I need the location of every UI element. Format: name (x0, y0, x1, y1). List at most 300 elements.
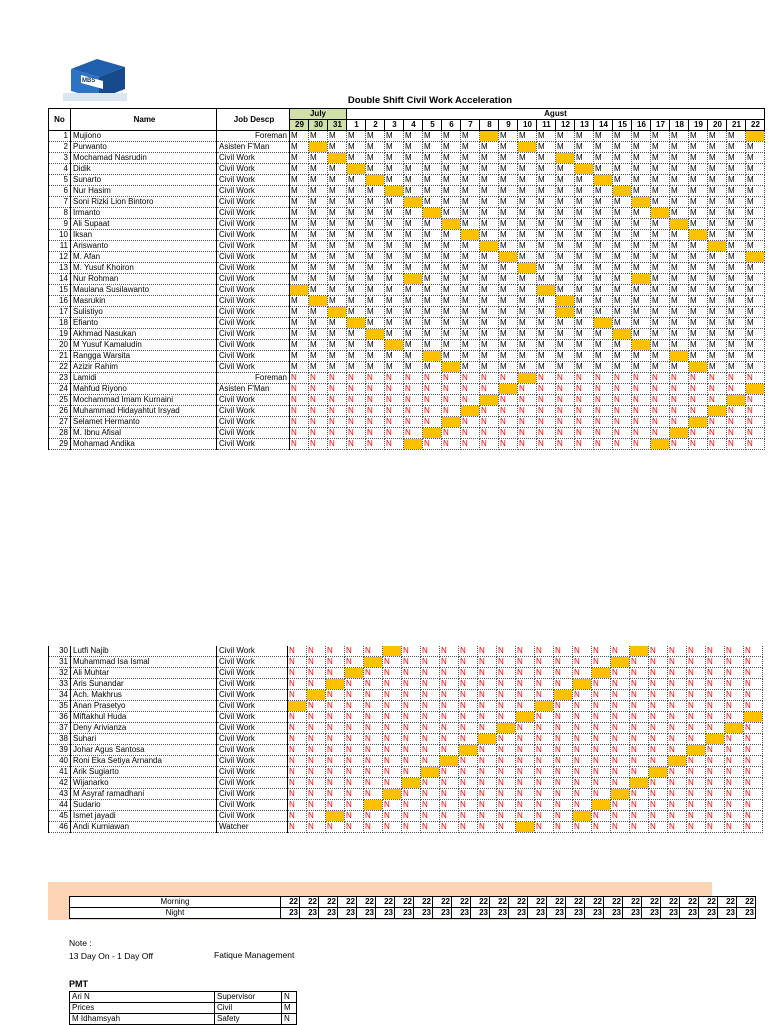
shift-cell: M (613, 351, 632, 362)
shift-cell: N (668, 778, 687, 789)
shift-cell: N (423, 384, 442, 395)
shift-cell: N (725, 646, 744, 657)
shift-cell: N (497, 712, 516, 723)
shift-cell: N (649, 646, 668, 657)
shift-cell: M (290, 241, 309, 252)
table-row (49, 153, 765, 164)
shift-cell: M (404, 252, 423, 263)
shift-cell: N (746, 417, 765, 428)
shift-cell: M (746, 230, 765, 241)
shift-cell: M (537, 164, 556, 175)
shift-cell: M (347, 186, 366, 197)
employee-name: Johar Agus Santosa (71, 745, 217, 756)
shift-cell: N (744, 723, 763, 734)
employee-name: M Yusuf Kamaludin (71, 340, 217, 351)
shift-cell: M (594, 340, 613, 351)
employee-name: Wijanarko (71, 778, 217, 789)
shift-cell: M (347, 285, 366, 296)
shift-cell: N (592, 734, 611, 745)
shift-cell: N (611, 690, 630, 701)
shift-cell: M (461, 219, 480, 230)
shift-cell: N (480, 373, 499, 384)
shift-cell: N (288, 679, 307, 690)
summary-morning-count: 22 (528, 897, 547, 908)
pmt-shift: N (282, 992, 297, 1003)
job-description: Asisten F'Man (217, 384, 290, 395)
shift-cell: M (461, 329, 480, 340)
shift-cell: N (440, 789, 459, 800)
shift-cell: M (575, 351, 594, 362)
summary-night-count: 23 (623, 908, 642, 919)
shift-cell: N (288, 734, 307, 745)
shift-cell: M (309, 318, 328, 329)
shift-cell-off (442, 362, 461, 373)
shift-cell: N (670, 395, 689, 406)
job-description: Civil Work (217, 745, 288, 756)
shift-cell: N (632, 428, 651, 439)
job-description: Civil Work (217, 164, 290, 175)
shift-cell: M (442, 307, 461, 318)
shift-cell: M (613, 307, 632, 318)
employee-name: Rangga Warsita (71, 351, 217, 362)
shift-cell: M (651, 296, 670, 307)
shift-cell: N (364, 767, 383, 778)
shift-cell: M (556, 230, 575, 241)
shift-cell: N (459, 712, 478, 723)
shift-cell: M (404, 362, 423, 373)
shift-cell: N (309, 417, 328, 428)
shift-cell: N (556, 417, 575, 428)
shift-cell: M (556, 131, 575, 142)
shift-cell: M (366, 351, 385, 362)
shift-cell: M (670, 263, 689, 274)
shift-cell: N (668, 646, 687, 657)
shift-cell: N (307, 679, 326, 690)
table-row (49, 417, 765, 428)
shift-cell: M (309, 131, 328, 142)
shift-cell-off (592, 800, 611, 811)
shift-cell: M (347, 351, 366, 362)
employee-name: Mahfud Riyono (71, 384, 217, 395)
shift-cell: N (497, 778, 516, 789)
shift-cell: M (480, 285, 499, 296)
shift-cell: N (440, 767, 459, 778)
row-number: 36 (49, 712, 71, 723)
shift-cell: N (383, 679, 402, 690)
shift-cell: N (594, 439, 613, 450)
header-day: 21 (727, 120, 746, 131)
shift-cell: M (651, 307, 670, 318)
table-row (49, 318, 765, 329)
shift-cell: N (554, 646, 573, 657)
shift-cell: N (497, 756, 516, 767)
shift-cell: N (630, 745, 649, 756)
shift-cell: M (670, 274, 689, 285)
shift-cell: N (592, 789, 611, 800)
shift-cell: N (383, 657, 402, 668)
shift-cell: N (480, 439, 499, 450)
header-day: 14 (594, 120, 613, 131)
job-description: Civil Work (217, 274, 290, 285)
shift-cell: N (573, 701, 592, 712)
employee-name: Muhammad Isa Ismal (71, 657, 217, 668)
shift-cell: M (366, 230, 385, 241)
row-number: 35 (49, 701, 71, 712)
shift-cell: M (461, 153, 480, 164)
shift-cell: N (290, 395, 309, 406)
shift-cell: M (651, 329, 670, 340)
shift-cell: N (402, 723, 421, 734)
employee-name: Sulistiyo (71, 307, 217, 318)
shift-cell: N (347, 373, 366, 384)
shift-cell: M (537, 362, 556, 373)
shift-cell: M (689, 340, 708, 351)
shift-cell: M (480, 329, 499, 340)
shift-cell: M (556, 208, 575, 219)
shift-cell-off (744, 712, 763, 723)
shift-cell: M (499, 241, 518, 252)
job-description: Civil Work (217, 690, 288, 701)
shift-cell: M (518, 274, 537, 285)
shift-cell: N (345, 756, 364, 767)
header-day: 2 (366, 120, 385, 131)
shift-cell: N (573, 734, 592, 745)
shift-cell: M (290, 274, 309, 285)
shift-cell: N (687, 657, 706, 668)
table-row (49, 373, 765, 384)
shift-cell: M (670, 142, 689, 153)
shift-cell-off (497, 723, 516, 734)
summary-morning-count: 22 (319, 897, 338, 908)
row-number: 34 (49, 690, 71, 701)
shift-cell: M (670, 197, 689, 208)
shift-cell: N (611, 712, 630, 723)
shift-cell: N (326, 800, 345, 811)
shift-cell: M (537, 219, 556, 230)
shift-cell: M (328, 131, 347, 142)
shift-cell: N (421, 789, 440, 800)
shift-cell: M (423, 164, 442, 175)
shift-cell: N (288, 800, 307, 811)
shift-cell: M (442, 142, 461, 153)
note-fatigue: Fatique Management (214, 950, 295, 960)
shift-cell: N (402, 646, 421, 657)
employee-name: Ariswanto (71, 241, 217, 252)
shift-cell: N (328, 373, 347, 384)
summary-night-count: 23 (490, 908, 509, 919)
shift-cell: M (746, 142, 765, 153)
shift-cell: M (556, 274, 575, 285)
shift-cell: N (535, 734, 554, 745)
shift-cell: N (630, 789, 649, 800)
shift-cell: N (364, 778, 383, 789)
shift-cell: N (328, 406, 347, 417)
shift-cell: N (537, 373, 556, 384)
shift-cell: M (366, 197, 385, 208)
shift-cell: N (383, 800, 402, 811)
summary-night-count: 23 (642, 908, 661, 919)
table-row (49, 646, 763, 657)
shift-cell: N (345, 701, 364, 712)
shift-cell: N (668, 734, 687, 745)
shift-cell-off (554, 690, 573, 701)
shift-cell: N (651, 428, 670, 439)
summary-morning-count: 22 (509, 897, 528, 908)
shift-cell: M (632, 230, 651, 241)
shift-cell: N (744, 745, 763, 756)
shift-cell: M (290, 351, 309, 362)
shift-cell: M (442, 252, 461, 263)
shift-cell: N (592, 811, 611, 822)
shift-cell: N (347, 417, 366, 428)
shift-cell: M (366, 296, 385, 307)
shift-cell: N (290, 384, 309, 395)
shift-cell-off (461, 230, 480, 241)
shift-cell: N (459, 723, 478, 734)
shift-cell: N (632, 417, 651, 428)
shift-cell: N (613, 384, 632, 395)
shift-cell: N (440, 778, 459, 789)
shift-cell: N (556, 395, 575, 406)
shift-cell-off (459, 745, 478, 756)
shift-cell: N (345, 778, 364, 789)
shift-cell: N (573, 657, 592, 668)
shift-cell: N (421, 822, 440, 833)
shift-cell: M (347, 153, 366, 164)
shift-cell: M (423, 142, 442, 153)
shift-cell: N (573, 756, 592, 767)
shift-cell: M (423, 131, 442, 142)
table-row (49, 756, 763, 767)
shift-cell: N (442, 439, 461, 450)
shift-cell: N (706, 701, 725, 712)
shift-cell: N (461, 373, 480, 384)
shift-cell: N (459, 800, 478, 811)
row-number: 6 (49, 186, 71, 197)
shift-cell: M (290, 307, 309, 318)
shift-cell: N (744, 679, 763, 690)
shift-cell: M (499, 318, 518, 329)
shift-cell-off (478, 734, 497, 745)
shift-cell: M (632, 186, 651, 197)
shift-cell: N (592, 701, 611, 712)
pmt-row (70, 1003, 297, 1014)
shift-cell: N (288, 712, 307, 723)
shift-cell: N (592, 657, 611, 668)
shift-cell: N (744, 756, 763, 767)
shift-cell-off (383, 789, 402, 800)
shift-cell: N (687, 668, 706, 679)
shift-cell: N (535, 679, 554, 690)
job-description: Civil Work (217, 263, 290, 274)
shift-cell: M (632, 252, 651, 263)
shift-cell: N (632, 373, 651, 384)
shift-cell: M (461, 307, 480, 318)
shift-cell: M (632, 285, 651, 296)
shift-cell: M (347, 142, 366, 153)
shift-cell-off (611, 657, 630, 668)
shift-cell: M (708, 153, 727, 164)
shift-cell: N (383, 756, 402, 767)
shift-cell: M (442, 153, 461, 164)
shift-cell-off (402, 778, 421, 789)
shift-cell: N (554, 778, 573, 789)
shift-cell: M (670, 153, 689, 164)
shift-cell: M (461, 208, 480, 219)
shift-cell: N (440, 668, 459, 679)
shift-cell: M (746, 219, 765, 230)
shift-cell: M (309, 230, 328, 241)
shift-cell: N (366, 439, 385, 450)
shift-cell: N (611, 800, 630, 811)
shift-cell: M (689, 153, 708, 164)
shift-cell: N (307, 701, 326, 712)
shift-cell: N (497, 811, 516, 822)
shift-cell: M (423, 197, 442, 208)
shift-cell: N (440, 701, 459, 712)
shift-cell: M (727, 164, 746, 175)
shift-cell: M (613, 142, 632, 153)
shift-cell: N (727, 417, 746, 428)
shift-cell: M (575, 318, 594, 329)
shift-cell: M (347, 197, 366, 208)
shift-cell: M (518, 230, 537, 241)
shift-cell: N (611, 734, 630, 745)
shift-cell: M (689, 164, 708, 175)
shift-cell: N (592, 723, 611, 734)
shift-cell: N (383, 734, 402, 745)
shift-cell: N (290, 373, 309, 384)
summary-night-count: 23 (300, 908, 319, 919)
job-description: Civil Work (217, 417, 290, 428)
shift-cell: M (670, 285, 689, 296)
shift-cell: N (518, 428, 537, 439)
row-number: 40 (49, 756, 71, 767)
summary-morning-count: 22 (623, 897, 642, 908)
summary-night-count: 23 (281, 908, 300, 919)
shift-cell: N (725, 800, 744, 811)
shift-cell: N (535, 756, 554, 767)
shift-cell: N (516, 811, 535, 822)
shift-cell: M (290, 142, 309, 153)
employee-name: Sunarto (71, 175, 217, 186)
table-row (49, 307, 765, 318)
shift-cell-off (670, 351, 689, 362)
shift-cell: M (708, 318, 727, 329)
shift-cell: M (727, 274, 746, 285)
shift-cell: M (290, 230, 309, 241)
shift-cell: N (480, 417, 499, 428)
shift-cell: N (556, 373, 575, 384)
shift-cell: M (461, 186, 480, 197)
row-number: 45 (49, 811, 71, 822)
shift-cell: M (746, 285, 765, 296)
employee-name: Mochamad Nasrudin (71, 153, 217, 164)
shift-cell: N (326, 723, 345, 734)
shift-cell: M (689, 197, 708, 208)
shift-cell: M (746, 197, 765, 208)
employee-name: Lamidi (71, 373, 217, 384)
shift-cell-off (668, 756, 687, 767)
shift-cell: M (727, 351, 746, 362)
shift-cell: M (689, 351, 708, 362)
shift-cell: N (725, 657, 744, 668)
shift-cell: N (630, 734, 649, 745)
row-number: 8 (49, 208, 71, 219)
shift-cell-off (632, 340, 651, 351)
shift-cell: M (708, 142, 727, 153)
shift-cell: M (518, 131, 537, 142)
shift-cell: N (423, 439, 442, 450)
shift-cell: M (670, 318, 689, 329)
shift-cell: N (345, 734, 364, 745)
shift-cell: M (499, 230, 518, 241)
shift-cell: N (478, 712, 497, 723)
shift-cell: N (402, 767, 421, 778)
shift-cell-off (347, 164, 366, 175)
shift-cell: N (499, 428, 518, 439)
shift-cell: N (535, 822, 554, 833)
shift-cell-off (670, 219, 689, 230)
shift-cell: N (326, 701, 345, 712)
shift-cell: N (630, 811, 649, 822)
shift-cell: N (288, 756, 307, 767)
job-description: Civil Work (217, 340, 290, 351)
shift-cell: M (537, 142, 556, 153)
shift-cell: N (594, 384, 613, 395)
shift-cell: N (290, 439, 309, 450)
shift-cell: M (461, 252, 480, 263)
header-row-months (49, 109, 765, 120)
shift-cell: M (309, 197, 328, 208)
shift-cell: M (328, 362, 347, 373)
shift-cell: N (554, 800, 573, 811)
shift-cell: M (632, 329, 651, 340)
job-description: Civil Work (217, 318, 290, 329)
roster-body-2 (49, 646, 763, 833)
shift-cell: M (651, 241, 670, 252)
shift-cell: N (611, 723, 630, 734)
shift-cell: M (328, 329, 347, 340)
shift-cell: M (480, 208, 499, 219)
shift-cell: M (727, 208, 746, 219)
shift-cell: M (727, 362, 746, 373)
shift-cell: N (402, 734, 421, 745)
shift-cell: N (516, 668, 535, 679)
shift-cell: N (478, 646, 497, 657)
shift-cell: N (480, 384, 499, 395)
shift-cell: N (366, 406, 385, 417)
shift-cell: N (687, 756, 706, 767)
shift-cell: N (459, 822, 478, 833)
shift-cell: N (345, 712, 364, 723)
shift-cell: M (746, 274, 765, 285)
shift-cell: N (725, 811, 744, 822)
summary-morning-count: 22 (547, 897, 566, 908)
summary-night-count: 23 (319, 908, 338, 919)
shift-cell: M (290, 340, 309, 351)
shift-cell: M (708, 362, 727, 373)
job-description: Civil Work (217, 439, 290, 450)
shift-cell: N (535, 745, 554, 756)
shift-cell: M (575, 219, 594, 230)
shift-cell-off (328, 153, 347, 164)
shift-cell: M (746, 153, 765, 164)
job-description: Civil Work (217, 701, 288, 712)
table-row (49, 351, 765, 362)
shift-cell: M (556, 340, 575, 351)
row-number: 7 (49, 197, 71, 208)
